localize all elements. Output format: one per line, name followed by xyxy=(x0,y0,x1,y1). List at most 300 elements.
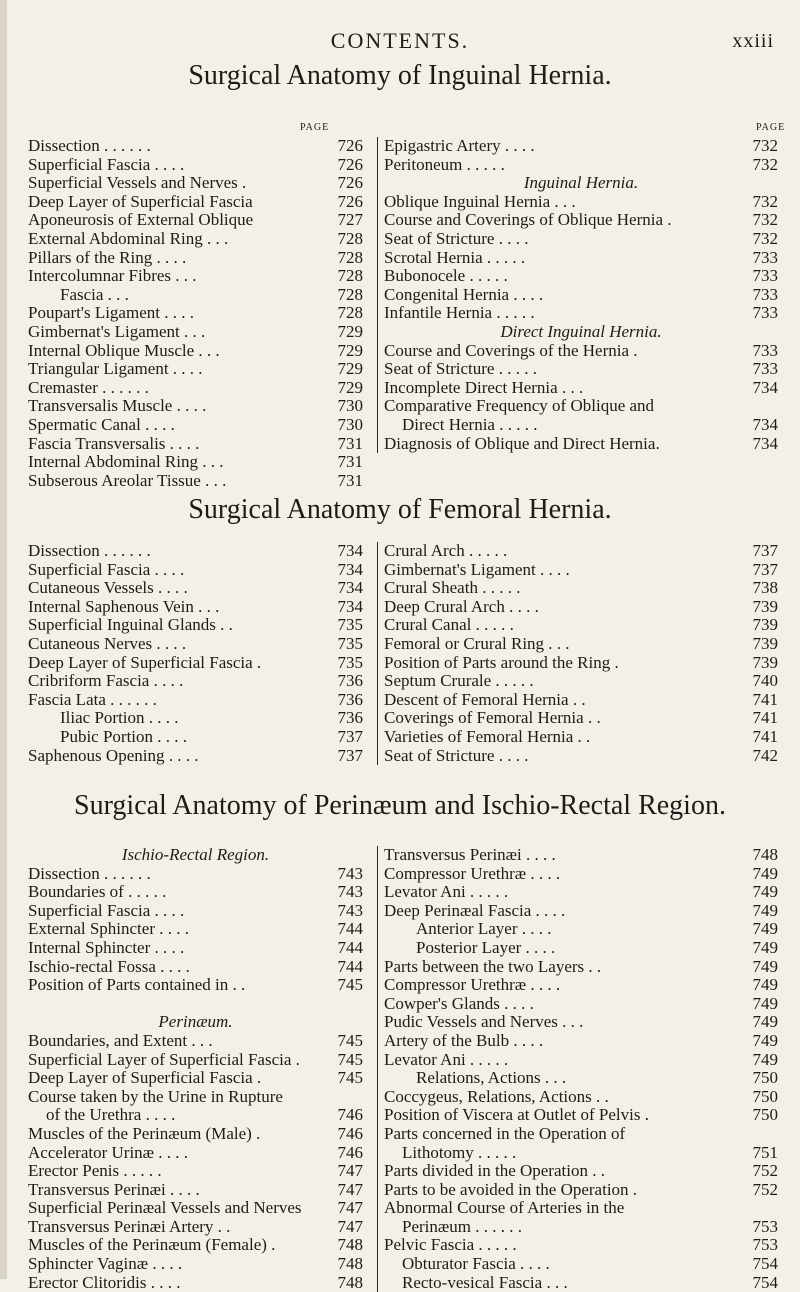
toc-entry-page: 739 xyxy=(752,615,778,635)
toc-entry xyxy=(384,865,778,884)
toc-entry xyxy=(28,579,363,598)
toc-entry xyxy=(384,672,778,691)
toc-subheading xyxy=(384,323,778,342)
toc-entry-page: 746 xyxy=(337,1123,363,1143)
toc-entry-title: Parts to be avoided in the Operation . xyxy=(384,1179,638,1199)
toc-entry-title: Coverings of Femoral Hernia . . xyxy=(384,708,601,728)
toc-entry xyxy=(28,1218,363,1237)
toc-subheading-text: Inguinal Hernia. xyxy=(523,173,639,193)
toc-entry-title: Internal Oblique Muscle . . . xyxy=(28,340,220,360)
toc-entry-page: 732 xyxy=(752,191,778,211)
toc-entry-page: 748 xyxy=(752,845,778,864)
toc-entry xyxy=(384,1199,778,1218)
toc-entry-title: Fascia Transversalis . . . . xyxy=(28,433,200,453)
toc-entry xyxy=(28,865,363,884)
toc-entry xyxy=(28,174,363,193)
toc-entry-page: 749 xyxy=(752,993,778,1013)
toc-entry-title: Boundaries, and Extent . . . xyxy=(28,1030,213,1050)
toc-entry xyxy=(28,1144,363,1163)
toc-entry xyxy=(384,1013,778,1032)
toc-entry xyxy=(384,883,778,902)
toc-entry xyxy=(384,542,778,561)
toc-entry-page: 728 xyxy=(337,266,363,286)
toc-entry-title: Crural Arch . . . . . xyxy=(384,541,508,560)
toc-entry xyxy=(384,379,778,398)
toc-entry xyxy=(384,360,778,379)
toc-entry-page: 753 xyxy=(752,1235,778,1255)
toc-entry xyxy=(28,616,363,635)
toc-entry xyxy=(384,1255,778,1274)
toc-entry xyxy=(384,286,778,305)
toc-entry-page: 734 xyxy=(337,578,363,598)
toc-entry-page: 740 xyxy=(752,671,778,691)
toc-entry xyxy=(28,672,363,691)
toc-entry-title: Levator Ani . . . . . xyxy=(384,882,509,902)
toc-entry-title: Fascia Lata . . . . . . xyxy=(28,689,157,709)
toc-entry-title: Obturator Fascia . . . . xyxy=(402,1254,550,1274)
toc-entry-page: 732 xyxy=(752,136,778,155)
page-column-heading: PAGE xyxy=(300,122,330,133)
toc-entry-page: 752 xyxy=(752,1179,778,1199)
toc-subheading xyxy=(384,174,778,193)
toc-entry xyxy=(384,1051,778,1070)
toc-entry-title: Parts divided in the Operation . . xyxy=(384,1161,605,1181)
toc-entry xyxy=(384,267,778,286)
toc-entry-page: 749 xyxy=(752,937,778,957)
toc-entry-page: 737 xyxy=(337,745,363,765)
toc-entry-page: 728 xyxy=(337,284,363,304)
toc-entry-page: 730 xyxy=(337,396,363,416)
toc-entry xyxy=(384,249,778,268)
toc-subheading-text: Ischio-Rectal Region. xyxy=(121,845,270,864)
toc-entry-page: 729 xyxy=(337,321,363,341)
toc-entry-title: Seat of Stricture . . . . xyxy=(384,745,529,765)
toc-entry xyxy=(28,728,363,747)
toc-entry-page: 728 xyxy=(337,303,363,323)
toc-entry-title: Internal Abdominal Ring . . . xyxy=(28,452,224,472)
toc-entry-page: 733 xyxy=(752,284,778,304)
toc-entry xyxy=(384,747,778,766)
toc-entry-title: Compressor Urethræ . . . . xyxy=(384,975,561,995)
toc-entry xyxy=(384,902,778,921)
toc-entry xyxy=(28,286,363,305)
toc-entry xyxy=(28,1106,363,1125)
toc-entry-title: Position of Viscera at Outlet of Pelvis . xyxy=(384,1105,649,1125)
toc-entry xyxy=(28,747,363,766)
toc-entry-page: 745 xyxy=(337,1068,363,1088)
toc-entry-title: Posterior Layer . . . . xyxy=(416,937,556,957)
toc-entry xyxy=(28,958,363,977)
toc-entry xyxy=(28,416,363,435)
toc-entry xyxy=(28,267,363,286)
toc-entry-title: Levator Ani . . . . . xyxy=(384,1049,509,1069)
toc-entry-page: 734 xyxy=(337,596,363,616)
toc-entry-page: 736 xyxy=(337,708,363,728)
toc-entry-page: 749 xyxy=(752,1012,778,1032)
toc-entry-title: Abnormal Course of Arteries in the xyxy=(384,1198,625,1218)
toc-entry-page: 728 xyxy=(337,247,363,267)
toc-entry-page: 744 xyxy=(337,919,363,939)
toc-entry xyxy=(28,193,363,212)
toc-entry-page: 731 xyxy=(337,433,363,453)
toc-entry xyxy=(384,598,778,617)
toc-entry xyxy=(384,1181,778,1200)
toc-entry xyxy=(28,561,363,580)
page-column-heading: PAGE xyxy=(756,122,786,133)
toc-entry xyxy=(28,472,363,491)
toc-entry-title: Seat of Stricture . . . . . xyxy=(384,359,537,379)
toc-entry-title: Ischio-rectal Fossa . . . . xyxy=(28,956,190,976)
toc-entry-title: External Sphincter . . . . xyxy=(28,919,189,939)
toc-entry-page: 735 xyxy=(337,633,363,653)
toc-entry xyxy=(384,654,778,673)
toc-entry-page: 737 xyxy=(752,559,778,579)
toc-entry xyxy=(384,1236,778,1255)
toc-entry-title: Superficial Layer of Superficial Fascia . xyxy=(28,1049,300,1069)
toc-entry-title: Deep Layer of Superficial Fascia . xyxy=(28,652,262,672)
section-title-femoral: Surgical Anatomy of Femoral Hernia. xyxy=(188,494,612,525)
toc-entry-page: 741 xyxy=(752,708,778,728)
toc-entry xyxy=(28,902,363,921)
toc-entry-page: 734 xyxy=(337,541,363,560)
toc-entry xyxy=(384,976,778,995)
toc-entry-title: Cribriform Fascia . . . . xyxy=(28,671,184,691)
toc-entry xyxy=(28,1181,363,1200)
toc-spacer xyxy=(28,995,363,1014)
toc-entry-title: Dissection . . . . . . xyxy=(28,863,151,883)
toc-entry-page: 744 xyxy=(337,937,363,957)
toc-entry-title: Incomplete Direct Hernia . . . xyxy=(384,377,584,397)
toc-entry-title: Gimbernat's Ligament . . . xyxy=(28,321,206,341)
toc-entry-page: 734 xyxy=(752,377,778,397)
toc-entry xyxy=(384,958,778,977)
toc-entry xyxy=(384,995,778,1014)
toc-entry-title: of the Urethra . . . . xyxy=(46,1105,176,1125)
toc-entry-title: Dissection . . . . . . xyxy=(28,136,151,155)
toc-entry xyxy=(28,1125,363,1144)
toc-entry-page: 743 xyxy=(337,882,363,902)
toc-entry-title: Course and Coverings of the Hernia . xyxy=(384,340,638,360)
toc-entry-title: Pubic Portion . . . . xyxy=(60,726,188,746)
toc-entry xyxy=(28,453,363,472)
toc-entry-title: Internal Saphenous Vein . . . xyxy=(28,596,220,616)
toc-entry-title: Peritoneum . . . . . xyxy=(384,154,505,174)
toc-subheading xyxy=(28,1013,363,1032)
toc-entry-page: 729 xyxy=(337,340,363,360)
toc-entry-title: Dissection . . . . . . xyxy=(28,541,151,560)
toc-entry xyxy=(28,323,363,342)
toc-entry xyxy=(28,1088,363,1107)
toc-entry-title: Course taken by the Urine in Rupture xyxy=(28,1086,283,1106)
toc-entry-title: Septum Crurale . . . . . xyxy=(384,671,534,691)
toc-entry xyxy=(384,920,778,939)
toc-entry-page: 749 xyxy=(752,956,778,976)
toc-entry-title: Internal Sphincter . . . . xyxy=(28,937,185,957)
toc-entry-title: Crural Sheath . . . . . xyxy=(384,578,521,598)
toc-entry-title: Erector Penis . . . . . xyxy=(28,1161,162,1181)
toc-entry xyxy=(28,1274,363,1292)
toc-entry-title: Diagnosis of Oblique and Direct Hernia. xyxy=(384,433,660,453)
toc-entry-title: Iliac Portion . . . . xyxy=(60,708,179,728)
toc-entry-page: 746 xyxy=(337,1142,363,1162)
toc-entry-title: Descent of Femoral Hernia . . xyxy=(384,689,586,709)
toc-entry-page: 747 xyxy=(337,1198,363,1218)
toc-entry xyxy=(28,360,363,379)
toc-column-left xyxy=(28,846,363,1292)
toc-entry-title: Relations, Actions . . . xyxy=(416,1068,567,1088)
toc-entry-title: Transversus Perinæi . . . . xyxy=(28,1179,200,1199)
toc-entry-page: 742 xyxy=(752,745,778,765)
toc-entry-page: 748 xyxy=(337,1272,363,1292)
toc-column-left xyxy=(28,542,363,765)
toc-subheading-text: Perinæum. xyxy=(158,1012,233,1032)
toc-entry-page: 749 xyxy=(752,900,778,920)
toc-entry-page: 726 xyxy=(337,173,363,193)
toc-entry xyxy=(384,579,778,598)
toc-entry-title: Bubonocele . . . . . xyxy=(384,266,508,286)
toc-entry xyxy=(384,1106,778,1125)
toc-entry xyxy=(384,211,778,230)
toc-entry-title: Crural Canal . . . . . xyxy=(384,615,514,635)
section-title-perinaeum: Surgical Anatomy of Perinæum and Ischio-Rectal Region. xyxy=(74,790,726,821)
toc-entry xyxy=(384,1125,778,1144)
toc-entry-title: Parts between the two Layers . . xyxy=(384,956,602,976)
toc-entry-title: Parts concerned in the Operation of xyxy=(384,1123,626,1143)
toc-entry xyxy=(384,846,778,865)
toc-entry xyxy=(28,635,363,654)
toc-entry-title: Deep Perinæal Fascia . . . . xyxy=(384,900,566,920)
toc-entry-page: 731 xyxy=(337,452,363,472)
toc-entry-title: Deep Crural Arch . . . . xyxy=(384,596,539,616)
toc-entry-title: Gimbernat's Ligament . . . . xyxy=(384,559,570,579)
toc-entry-page: 749 xyxy=(752,1049,778,1069)
toc-entry-page: 743 xyxy=(337,863,363,883)
toc-entry xyxy=(28,976,363,995)
toc-entry-title: Oblique Inguinal Hernia . . . xyxy=(384,191,576,211)
page-gutter xyxy=(0,0,7,1279)
toc-entry-title: Saphenous Opening . . . . xyxy=(28,745,199,765)
toc-entry-page: 744 xyxy=(337,956,363,976)
toc-entry-page: 743 xyxy=(337,900,363,920)
toc-entry-page: 737 xyxy=(337,726,363,746)
toc-entry-page: 733 xyxy=(752,359,778,379)
toc-entry-title: Superficial Fascia . . . . xyxy=(28,900,185,920)
toc-entry-page: 748 xyxy=(337,1235,363,1255)
toc-column-left xyxy=(28,137,363,490)
toc-entry-page: 752 xyxy=(752,1161,778,1181)
toc-entry-page: 747 xyxy=(337,1161,363,1181)
toc-entry-title: Deep Layer of Superficial Fascia xyxy=(28,191,253,211)
toc-entry-title: Muscles of the Perinæum (Female) . xyxy=(28,1235,276,1255)
toc-entry-title: Accelerator Urinæ . . . . xyxy=(28,1142,189,1162)
toc-entry-title: Superficial Fascia . . . . xyxy=(28,559,185,579)
toc-entry xyxy=(28,249,363,268)
toc-entry-page: 753 xyxy=(752,1216,778,1236)
toc-entry-title: Infantile Hernia . . . . . xyxy=(384,303,535,323)
toc-entry xyxy=(28,379,363,398)
toc-entry-title: Boundaries of . . . . . xyxy=(28,882,167,902)
toc-entry-title: Cutaneous Vessels . . . . xyxy=(28,578,188,598)
toc-entry xyxy=(28,1236,363,1255)
toc-entry-page: 750 xyxy=(752,1105,778,1125)
toc-entry-title: Pudic Vessels and Nerves . . . xyxy=(384,1012,584,1032)
toc-entry xyxy=(28,691,363,710)
toc-entry-title: Cowper's Glands . . . . xyxy=(384,993,534,1013)
toc-entry-title: Compressor Urethræ . . . . xyxy=(384,863,561,883)
section-title-inguinal: Surgical Anatomy of Inguinal Hernia. xyxy=(188,60,612,91)
toc-entry-page: 734 xyxy=(752,433,778,453)
toc-entry-page: 734 xyxy=(337,559,363,579)
toc-entry xyxy=(28,230,363,249)
toc-entry-title: Anterior Layer . . . . xyxy=(416,919,552,939)
toc-entry xyxy=(28,542,363,561)
toc-entry-page: 727 xyxy=(337,210,363,230)
toc-entry-page: 736 xyxy=(337,671,363,691)
toc-entry-title: Triangular Ligament . . . . xyxy=(28,359,203,379)
toc-entry xyxy=(384,193,778,212)
toc-entry-page: 747 xyxy=(337,1179,363,1199)
toc-entry-page: 745 xyxy=(337,1049,363,1069)
toc-entry xyxy=(28,598,363,617)
toc-entry-page: 746 xyxy=(337,1105,363,1125)
toc-entry-title: Superficial Fascia . . . . xyxy=(28,154,185,174)
toc-entry-title: Direct Hernia . . . . . xyxy=(402,414,538,434)
toc-entry-title: Erector Clitoridis . . . . xyxy=(28,1272,181,1292)
toc-entry-title: Superficial Vessels and Nerves . xyxy=(28,173,247,193)
toc-entry xyxy=(28,1032,363,1051)
toc-entry-page: 739 xyxy=(752,652,778,672)
toc-entry-title: Position of Parts around the Ring . xyxy=(384,652,619,672)
running-header-title: CONTENTS. xyxy=(330,28,470,53)
toc-entry-page: 729 xyxy=(337,377,363,397)
toc-entry xyxy=(28,1255,363,1274)
toc-entry-page: 733 xyxy=(752,303,778,323)
toc-entry xyxy=(28,304,363,323)
toc-entry-title: Transversus Perinæi . . . . xyxy=(384,845,556,864)
toc-entry-page: 726 xyxy=(337,154,363,174)
toc-column-right xyxy=(377,846,778,1292)
toc-entry xyxy=(384,137,778,156)
toc-entry-page: 726 xyxy=(337,136,363,155)
toc-entry-page: 737 xyxy=(752,541,778,560)
toc-entry-title: Subserous Areolar Tissue . . . xyxy=(28,470,227,490)
page-number: xxiii xyxy=(732,30,774,52)
toc-entry-page: 748 xyxy=(337,1254,363,1274)
toc-entry-title: Course and Coverings of Oblique Hernia . xyxy=(384,210,672,230)
toc-entry xyxy=(384,230,778,249)
toc-entry-title: Cremaster . . . . . . xyxy=(28,377,149,397)
toc-entry-title: Cutaneous Nerves . . . . xyxy=(28,633,187,653)
toc-entry-title: Aponeurosis of External Oblique xyxy=(28,210,254,230)
toc-entry-page: 747 xyxy=(337,1216,363,1236)
toc-entry xyxy=(28,435,363,454)
toc-entry xyxy=(384,728,778,747)
toc-entry-page: 736 xyxy=(337,689,363,709)
toc-entry xyxy=(384,709,778,728)
toc-entry-title: Superficial Inguinal Glands . . xyxy=(28,615,233,635)
toc-entry-title: Perinæum . . . . . . xyxy=(402,1216,522,1236)
toc-entry-page: 733 xyxy=(752,340,778,360)
toc-entry xyxy=(384,397,778,416)
toc-entry xyxy=(28,920,363,939)
toc-entry xyxy=(28,1051,363,1070)
toc-entry-page: 733 xyxy=(752,247,778,267)
toc-entry-page: 754 xyxy=(752,1272,778,1292)
toc-entry xyxy=(28,397,363,416)
toc-entry-page: 732 xyxy=(752,210,778,230)
toc-column-right xyxy=(377,137,778,453)
toc-entry-page: 738 xyxy=(752,578,778,598)
toc-entry-page: 750 xyxy=(752,1086,778,1106)
toc-entry xyxy=(28,1199,363,1218)
toc-entry xyxy=(384,304,778,323)
toc-entry-page: 733 xyxy=(752,266,778,286)
toc-entry xyxy=(384,616,778,635)
toc-entry-page: 739 xyxy=(752,633,778,653)
toc-entry-page: 741 xyxy=(752,689,778,709)
toc-entry-title: Muscles of the Perinæum (Male) . xyxy=(28,1123,261,1143)
toc-entry-page: 749 xyxy=(752,919,778,939)
toc-entry xyxy=(384,156,778,175)
toc-entry xyxy=(384,691,778,710)
toc-entry-title: Scrotal Hernia . . . . . xyxy=(384,247,526,267)
toc-entry-title: Pillars of the Ring . . . . xyxy=(28,247,187,267)
toc-subheading xyxy=(28,846,363,865)
toc-entry xyxy=(28,156,363,175)
toc-entry xyxy=(28,211,363,230)
toc-entry-page: 741 xyxy=(752,726,778,746)
toc-entry-page: 739 xyxy=(752,596,778,616)
toc-entry-title: Sphincter Vaginæ . . . . xyxy=(28,1254,183,1274)
toc-entry-title: Position of Parts contained in . . xyxy=(28,975,246,995)
toc-entry-page: 729 xyxy=(337,359,363,379)
toc-entry-page: 735 xyxy=(337,652,363,672)
toc-entry xyxy=(28,342,363,361)
toc-entry xyxy=(384,561,778,580)
toc-entry xyxy=(384,1088,778,1107)
toc-entry-page: 749 xyxy=(752,1030,778,1050)
toc-entry xyxy=(384,939,778,958)
toc-entry-title: Transversalis Muscle . . . . xyxy=(28,396,207,416)
toc-entry xyxy=(384,1144,778,1163)
toc-entry-title: External Abdominal Ring . . . xyxy=(28,228,229,248)
toc-entry xyxy=(384,342,778,361)
toc-entry-title: Poupart's Ligament . . . . xyxy=(28,303,194,323)
toc-entry-page: 754 xyxy=(752,1254,778,1274)
toc-entry-page: 734 xyxy=(752,414,778,434)
toc-entry-title: Deep Layer of Superficial Fascia . xyxy=(28,1068,262,1088)
toc-entry-title: Artery of the Bulb . . . . xyxy=(384,1030,544,1050)
toc-entry-title: Seat of Stricture . . . . xyxy=(384,228,529,248)
toc-entry-title: Femoral or Crural Ring . . . xyxy=(384,633,570,653)
toc-entry-title: Spermatic Canal . . . . xyxy=(28,414,175,434)
toc-entry-page: 735 xyxy=(337,615,363,635)
toc-entry-title: Varieties of Femoral Hernia . . xyxy=(384,726,591,746)
toc-entry-title: Intercolumnar Fibres . . . xyxy=(28,266,197,286)
toc-entry-title: Comparative Frequency of Oblique and xyxy=(384,396,655,416)
toc-entry xyxy=(28,1069,363,1088)
toc-entry xyxy=(28,883,363,902)
toc-entry xyxy=(28,1162,363,1181)
toc-entry xyxy=(384,1032,778,1051)
toc-entry xyxy=(384,1069,778,1088)
toc-entry-page: 732 xyxy=(752,228,778,248)
toc-entry xyxy=(28,939,363,958)
toc-entry-page: 749 xyxy=(752,882,778,902)
toc-entry-page: 730 xyxy=(337,414,363,434)
toc-entry-page: 745 xyxy=(337,975,363,995)
toc-entry-title: Lithotomy . . . . . xyxy=(402,1142,517,1162)
